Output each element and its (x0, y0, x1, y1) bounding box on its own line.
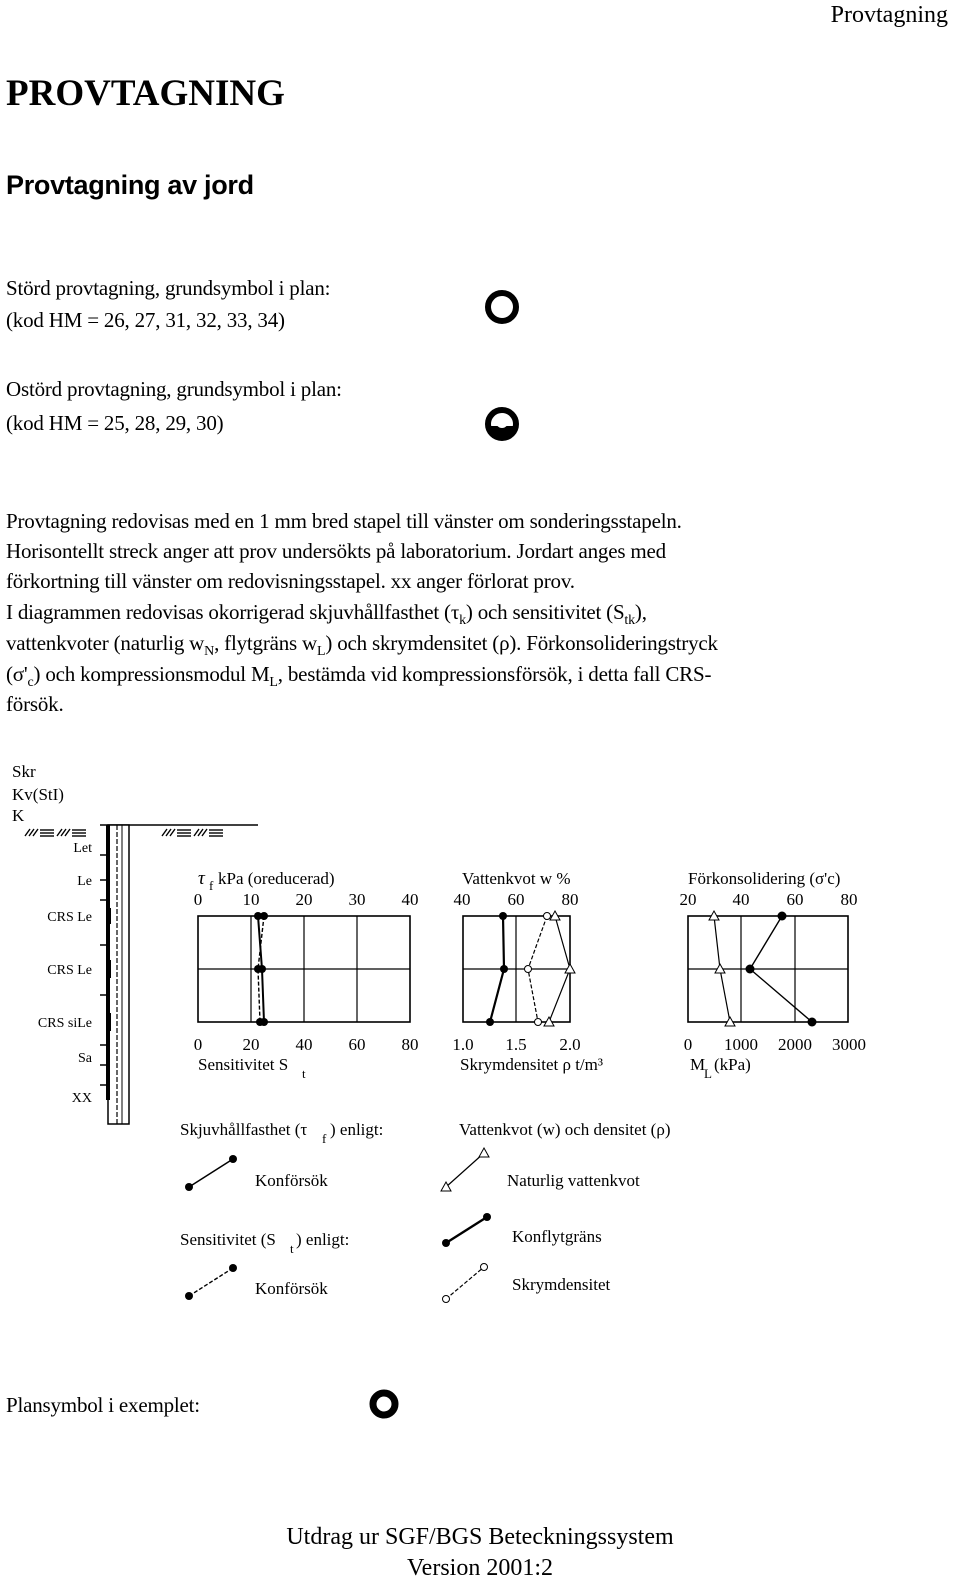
legend-konforsok-1: Konförsök (255, 1171, 328, 1190)
soil-label-xx: XX (71, 1091, 92, 1106)
description-line6: $(\sigma'_c)$ och kompressionsmodul $M_L$, bestämda vid kompressionsförsök, i detta fall CRS- (6, 662, 712, 691)
soil-label-le: Le (77, 874, 92, 889)
code-k: K (12, 806, 25, 825)
legend-shear-heading-rest: ) enligt: (330, 1120, 384, 1139)
footer-line2: Version 2001:2 (407, 1555, 553, 1581)
soil-label-crs-le-1: CRS Le (47, 910, 92, 925)
shear-top-tick: 40 (401, 890, 419, 909)
soil-label-crs-sile: CRS siLe (37, 1016, 92, 1031)
legend-line-dashed (189, 1268, 233, 1296)
consol-bottom-tick: 0 (683, 1035, 693, 1054)
modulus-label-sub: L (704, 1066, 712, 1081)
ground-surface-hatch-left (25, 829, 86, 836)
shear-title: kPa (oreducerad) (218, 869, 335, 888)
shear-bottom-tick: 0 (193, 1035, 203, 1054)
water-content-chart (452, 869, 603, 1074)
legend-sensitivity-heading-sub: t (290, 1241, 294, 1256)
consol-top-tick: 80 (840, 890, 858, 909)
shear-bottom-tick: 60 (348, 1035, 366, 1054)
disturbed-line2: (kod HM = 26, 27, 31, 32, 33, 34) (6, 308, 285, 332)
footer-line1: Utdrag ur SGF/BGS Beteckningssystem (286, 1524, 674, 1550)
shear-top-tick: 10 (242, 890, 260, 909)
undisturbed-line1: Ostörd provtagning, grundsymbol i plan: (6, 377, 342, 401)
code-kv: Kv(StI) (12, 785, 64, 804)
undisturbed-line2: (kod HM = 25, 28, 29, 30) (6, 411, 224, 435)
soil-label-sa: Sa (78, 1051, 92, 1066)
legend-natural-water: Naturlig vattenkvot (507, 1171, 640, 1190)
description-line3: förkortning till vänster om redovisningsstapel. xx anger förlorat prov. (6, 569, 575, 593)
shear-bottom-tick: 80 (401, 1035, 419, 1054)
modulus-label: M (690, 1055, 706, 1074)
shear-title-symbol: τ (198, 868, 205, 889)
shear-bottom-tick: 40 (295, 1035, 313, 1054)
description-line7: försök. (6, 692, 64, 716)
description-line4: I diagrammen redovisas okorrigerad skjuvhållfasthet $(\tau_k)$ och sensitivitet $(S_{tk})$, (6, 600, 647, 629)
consol-top-tick: 60 (786, 890, 804, 909)
consol-top-tick: 20 (679, 890, 697, 909)
disturbed-sample-circle-icon (480, 288, 524, 328)
consol-top-tick: 40 (732, 890, 750, 909)
legend-konflytgrans: Konflytgräns (512, 1227, 602, 1246)
legend-line-density (446, 1267, 484, 1299)
legend-sensitivity-heading-rest: ) enligt: (296, 1230, 350, 1249)
sensitivity-label-sub: t (302, 1066, 306, 1081)
consol-bottom-tick: 3000 (832, 1035, 866, 1054)
legend-sensitivity-heading: Sensitivitet (S (180, 1230, 276, 1249)
legend-line-natural (446, 1153, 484, 1187)
preconsolidation-chart (680, 869, 867, 1081)
sounding-diagram (0, 755, 960, 1335)
legend-shear-heading: Skjuvhållfasthet (τ (180, 1120, 308, 1139)
water-title: Vattenkvot w % (462, 869, 571, 888)
running-header: Provtagning (830, 2, 948, 28)
water-top-tick: 80 (561, 890, 579, 909)
page-title: PROVTAGNING (6, 73, 285, 114)
water-bottom-tick: 2.0 (559, 1035, 581, 1054)
soil-label-crs-le-2: CRS Le (47, 963, 92, 978)
modulus-label-rest: (kPa) (714, 1055, 751, 1074)
density-label: Skrymdensitet ρ t/m³ (460, 1055, 603, 1074)
consol-title: Förkonsolidering (σ'c) (688, 869, 841, 888)
disturbed-line1: Störd provtagning, grundsymbol i plan: (6, 276, 331, 300)
shear-top-tick: 20 (295, 890, 313, 909)
water-top-tick: 40 (453, 890, 471, 909)
description-line1: Provtagning redovisas med en 1 mm bred stapel till vänster om sonderingsstapeln. (6, 509, 682, 533)
water-bottom-tick: 1.5 (505, 1035, 527, 1054)
plan-symbol-circle-icon (367, 1387, 401, 1421)
borehole-column (100, 825, 129, 1124)
description-line5: vattenkvoter (naturlig $w_N$, flytgräns $w_L$) och skrymdensitet (ρ). Förkonsolideringstryck (6, 631, 718, 660)
legend-skrymdensitet: Skrymdensitet (512, 1275, 611, 1294)
shear-title-sub: f (209, 878, 214, 893)
legend-shear-heading-sub: f (322, 1131, 327, 1146)
water-top-tick: 60 (507, 890, 525, 909)
ground-surface-hatch-right (162, 829, 223, 836)
legend-line-konflyt (446, 1217, 487, 1243)
consol-bottom-tick: 1000 (724, 1035, 758, 1054)
soil-label-let: Let (73, 841, 92, 856)
water-bottom-tick: 1.0 (452, 1035, 474, 1054)
section-heading: Provtagning av jord (6, 170, 254, 200)
diagram-legend (180, 1120, 670, 1303)
legend-line-solid (189, 1159, 233, 1187)
shear-bottom-tick: 20 (242, 1035, 260, 1054)
undisturbed-sample-circle-icon (480, 404, 524, 444)
shear-chart (194, 868, 419, 1081)
sensitivity-label: Sensitivitet S (198, 1055, 289, 1074)
code-skr: Skr (12, 762, 36, 781)
legend-water-heading: Vattenkvot (w) och densitet (ρ) (459, 1120, 671, 1139)
shear-top-tick: 30 (348, 890, 366, 909)
consol-bottom-tick: 2000 (778, 1035, 812, 1054)
shear-top-tick: 0 (193, 890, 203, 909)
legend-konforsok-2: Konförsök (255, 1279, 328, 1298)
plan-symbol-label: Plansymbol i exemplet: (6, 1393, 200, 1417)
description-line2: Horisontellt streck anger att prov undersökts på laboratorium. Jordart anges med (6, 539, 666, 563)
